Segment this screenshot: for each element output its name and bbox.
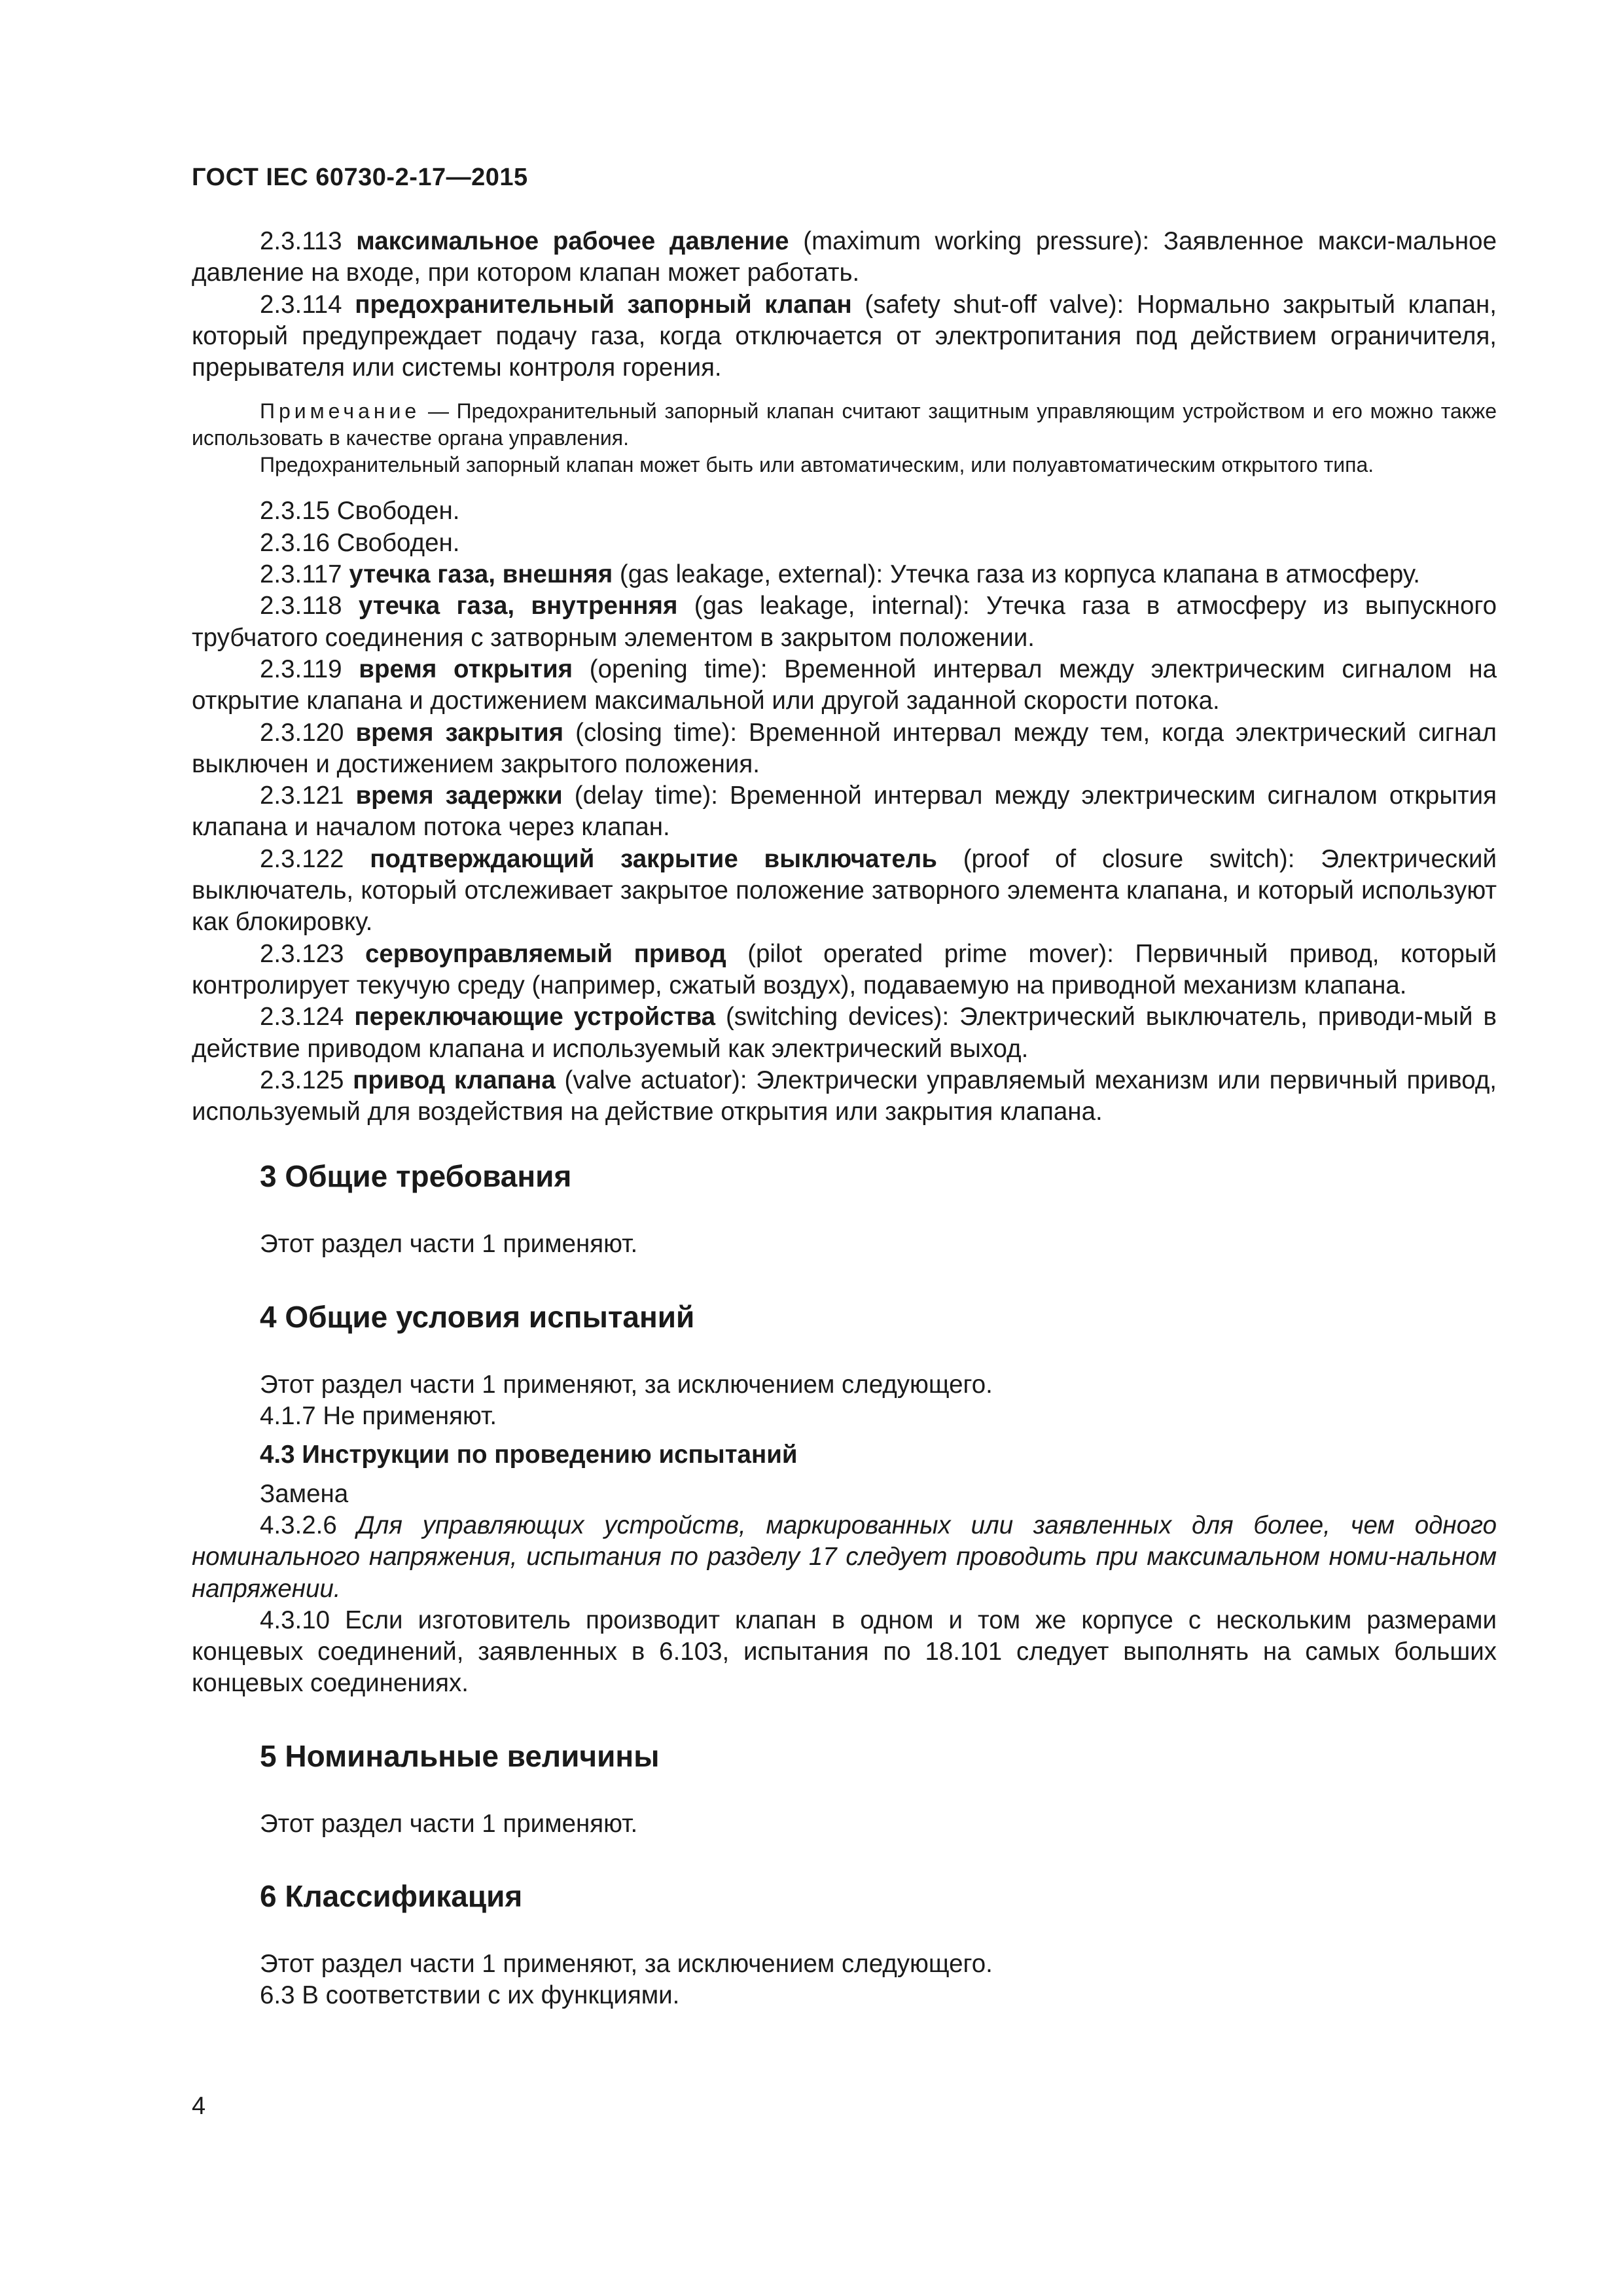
term: привод клапана (353, 1066, 556, 1094)
clause-number: 2.3.114 (260, 290, 342, 319)
note-text: Предохранительный запорный клапан считают защитным управляющим устройством и его можно также использовать в качестве органа управления. (192, 399, 1497, 450)
definition-2-3-122 (192, 844, 1497, 939)
definition-text: Временной интервал между электрическим сигналом на открытие клапана и достижением максимальной или другой заданной скорости потока. (192, 655, 1497, 715)
term: время закрытия (355, 718, 564, 747)
term-english: (safety shut-off valve): (865, 290, 1124, 319)
definition-text: Нормально закрытый клапан, который предупреждает подачу газа, когда отключается от электропитания под действием ограничителя, прерывателя или системы контроля горения. (192, 290, 1497, 382)
section-3-heading: 3 Общие требования (260, 1159, 572, 1194)
term: максимальное рабочее давление (356, 227, 789, 255)
term: утечка газа, внешняя (349, 560, 613, 589)
section-5-heading: 5 Номинальные величины (260, 1738, 660, 1773)
section-6-text: Этот раздел части 1 применяют, за исключением следующего. (260, 1949, 993, 1978)
definition-text: Временной интервал между тем, когда электрический сигнал выключен и достижением закрытого положения. (192, 718, 1497, 778)
clause-number: 4.3.10 (260, 1605, 330, 1634)
subsection-4-3-heading: 4.3 Инструкции по проведению испытаний (260, 1441, 798, 1469)
term: сервоуправляемый привод (365, 939, 726, 968)
page-body (192, 226, 1497, 2012)
note-dash: — (420, 399, 457, 423)
clause-number: 2.3.120 (260, 718, 344, 747)
note-paragraph-2: Предохранительный запорный клапан может быть или автоматическим, или полуавтоматическим открытого типа. (260, 453, 1374, 477)
term-english: (switching devices): (725, 1003, 950, 1031)
clause-4-1-7: 4.1.7 Не применяют. (260, 1402, 497, 1431)
term-english: (valve actuator): (564, 1066, 747, 1094)
term-english: (proof of closure switch): (963, 844, 1295, 873)
clause-number: 2.3.118 (260, 592, 342, 620)
definition-2-3-118 (192, 590, 1497, 654)
term: переключающие устройства (354, 1003, 716, 1031)
clause-text: Если изготовитель производит клапан в одном и том же корпусе с нескольким размерами концевых соединений, заявленных в 6.103, испытания по 18.101 следует выполнять на самых больших концевых соединениях. (192, 1605, 1497, 1698)
page-number: 4 (192, 2092, 206, 2120)
clause-2-3-16 (192, 528, 1497, 559)
term-english: (gas leakage, internal): (694, 592, 970, 620)
clause-6-3: 6.3 В соответствии с их функциями. (260, 1981, 680, 2010)
section-6-heading: 6 Классификация (260, 1878, 523, 1913)
section-5-text: Этот раздел части 1 применяют. (260, 1809, 638, 1838)
clause-number: 2.3.124 (260, 1003, 344, 1031)
clause-4-3-10 (192, 1605, 1497, 1700)
definition-text: Утечка газа из корпуса клапана в атмосферу. (889, 560, 1420, 589)
term: время задержки (355, 781, 563, 810)
clause-number: 2.3.15 (260, 497, 330, 526)
term-english: (maximum working pressure): (803, 227, 1150, 255)
definition-2-3-120 (192, 717, 1497, 781)
term: предохранительный запорный клапан (355, 290, 852, 319)
clause-text: Свободен. (336, 528, 460, 557)
definition-text: Утечка газа в атмосферу из выпускного трубчатого соединения с затворным элементом в закрытом положении. (192, 592, 1497, 652)
standard-header: ГОСТ IEC 60730-2-17—2015 (192, 164, 528, 191)
section-4-heading: 4 Общие условия испытаний (260, 1299, 695, 1334)
clause-number: 2.3.123 (260, 939, 344, 968)
clause-number: 2.3.125 (260, 1066, 344, 1094)
clause-4-3-2-6 (192, 1510, 1497, 1605)
section-3-text: Этот раздел части 1 применяют. (260, 1230, 638, 1259)
definition-2-3-114 (192, 289, 1497, 384)
clause-number: 2.3.117 (260, 560, 342, 589)
definition-2-3-119 (192, 654, 1497, 717)
definition-2-3-123 (192, 939, 1497, 1002)
term-english: (delay time): (574, 781, 718, 810)
definition-text: Заявленное макси-мальное давление на входе, при котором клапан может работать. (192, 227, 1497, 287)
definition-text: Электрический выключатель, который отслеживает закрытое положение затворного элемента клапана, и который используют как блокировку. (192, 844, 1497, 937)
clause-number: 2.3.16 (260, 528, 330, 557)
definition-2-3-113 (192, 226, 1497, 289)
clause-number: 2.3.113 (260, 227, 342, 255)
clause-number: 2.3.121 (260, 781, 344, 810)
clause-2-3-15 (192, 495, 1497, 527)
note-label: Примечание (260, 399, 421, 423)
term-english: (pilot operated prime mover): (747, 939, 1114, 968)
definition-text: Электрический выключатель, приводи-мый в действие приводом клапана и используемый как электрический выход. (192, 1003, 1497, 1063)
term: время открытия (359, 655, 573, 683)
section-4-text: Этот раздел части 1 применяют, за исключением следующего. (260, 1370, 993, 1399)
definition-2-3-121 (192, 780, 1497, 844)
term-english: (closing time): (575, 718, 738, 747)
clause-number: 4.3.2.6 (260, 1511, 337, 1539)
term: утечка газа, внутренняя (358, 592, 678, 620)
note-paragraph (192, 398, 1497, 452)
clause-number: 2.3.122 (260, 844, 344, 873)
definition-2-3-125 (192, 1065, 1497, 1128)
definition-text: Первичный привод, который контролирует текучую среду (например, сжатый воздух), подаваемую на приводной механизм клапана. (192, 939, 1497, 999)
clause-text: Для управляющих устройств, маркированных или заявленных для более, чем одного номинального напряжения, испытания по разделу 17 следует проводить при максимальном номи-нальном напряжении. (192, 1511, 1497, 1603)
term-english: (opening time): (589, 655, 768, 683)
term: подтверждающий закрытие выключатель (370, 844, 937, 873)
definition-text: Электрически управляемый механизм или первичный привод, используемый для воздействия на действие открытия или закрытия клапана. (192, 1066, 1497, 1126)
definition-2-3-117 (192, 559, 1497, 590)
clause-number: 2.3.119 (260, 655, 342, 683)
term-english: (gas leakage, external): (619, 560, 883, 589)
definition-text: Временной интервал между электрическим сигналом открытия клапана и началом потока через клапан. (192, 781, 1497, 842)
clause-text: Свободен. (336, 497, 460, 526)
replacement-label: Замена (260, 1479, 349, 1508)
definition-2-3-124 (192, 1001, 1497, 1065)
